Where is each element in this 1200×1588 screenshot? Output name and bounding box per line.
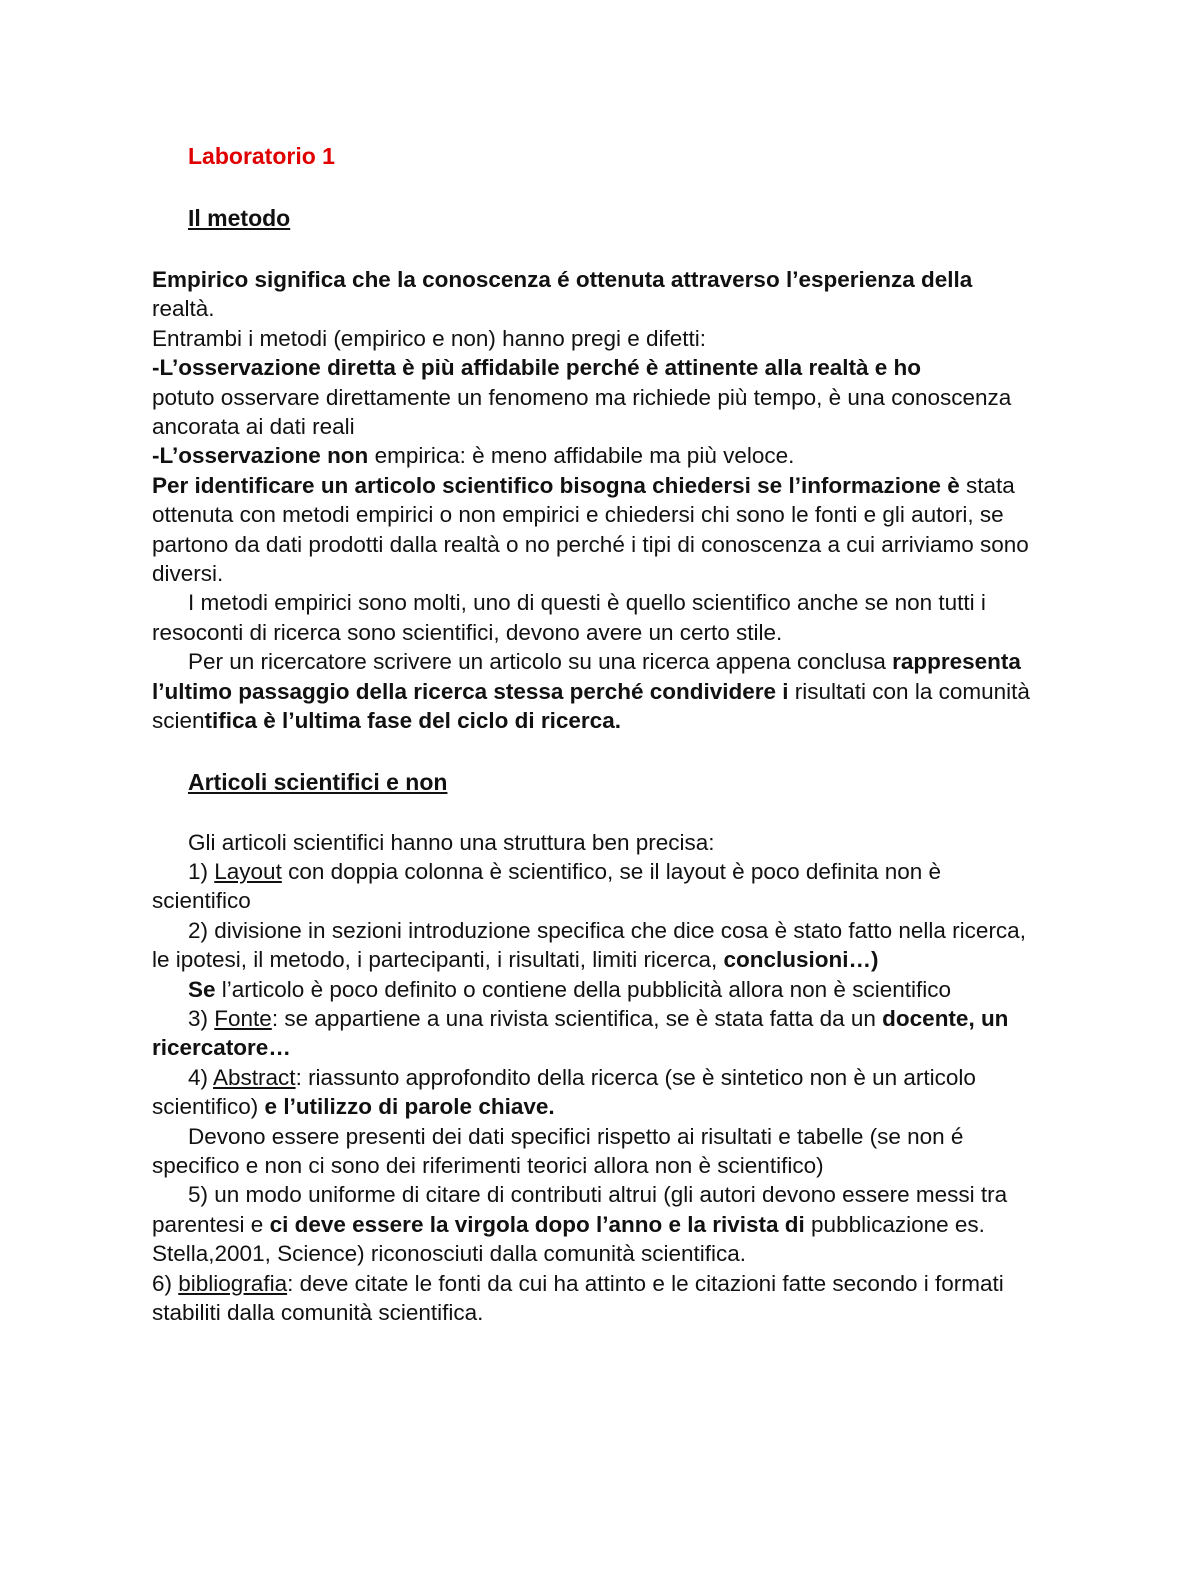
layout-term: Layout: [214, 858, 282, 884]
pubblicita-bold: Se: [188, 976, 216, 1002]
identificare-text: stata ottenuta con metodi empirici o non empirici e chiedersi chi sono le fonti e gli autori, se partono da dati prodotti dalla realtà o no perché i tipi di conoscenza a cui arriviamo sono diversi.: [152, 472, 1029, 587]
fonte-term: Fonte: [214, 1005, 272, 1031]
paragraph-dati-specifici: Devono essere presenti dei dati specifici rispetto ai risultati e tabelle (se non é specifico e non ci sono dei riferimenti teorici allora non è scientifico): [152, 1123, 964, 1178]
pubblicita-text: l’articolo è poco definito o contiene della pubblicità allora non è scientifico: [215, 976, 951, 1002]
paragraph-empirico-end: realtà.: [152, 296, 215, 322]
bibliografia-text: : deve citate le fonti da cui ha attinto e le citazioni fatte secondo i formati stabiliti dalla comunità scientifica.: [152, 1270, 1004, 1325]
ricercatore-bold: rappresenta l’ultimo passaggio della ricerca stessa perché condividere i: [152, 649, 1021, 704]
paragraph-entrambi: Entrambi i metodi (empirico e non) hanno pregi e difetti:: [152, 325, 707, 351]
identificare-bold: Per identificare un articolo scientifico bisogna chiedersi se l’informazione è: [152, 472, 960, 498]
osservazione-non-text: empirica: è meno affidabile ma più veloce.: [368, 443, 795, 469]
ricercatore-text-mid: risultati con la comunità scien: [152, 678, 1030, 734]
ricercatore-bold-end: tifica è l’ultima fase del ciclo di ricerca.: [204, 708, 621, 734]
paragraph-identificare: [152, 471, 1042, 589]
list-item-sezioni: [152, 916, 1042, 975]
fonte-text: : se appartiene a una rivista scientifica, se è stata fatta da un: [271, 1005, 876, 1031]
list-number-1: 1): [188, 858, 215, 884]
paragraph-metodi-empirici: I metodi empirici sono molti, uno di questi è quello scientifico anche se non tutti i resoconti di ricerca sono scientifici, devono avere un certo stile.: [152, 590, 986, 645]
list-number-3: 3): [188, 1005, 215, 1031]
osservazione-diretta-bold: -L’osservazione diretta è più affidabile perché è attinente alla realtà e ho: [152, 355, 921, 381]
list-item-abstract: [152, 1063, 1042, 1122]
abstract-term: Abstract: [213, 1064, 296, 1090]
list-item-citazioni: [152, 1180, 1042, 1268]
document-content: [152, 140, 1042, 1327]
citazioni-text: 5) un modo uniforme di citare di contributi altrui (gli autori devono essere messi tra parentesi e: [152, 1182, 1008, 1237]
abstract-bold: e l’utilizzo di parole chiave.: [258, 1094, 555, 1120]
document-title: Laboratorio 1: [188, 143, 335, 169]
list-item-layout: [152, 857, 1042, 916]
paragraph-osservazione-non-empirica: [152, 441, 1042, 470]
fonte-bold: docente, un ricercatore…: [152, 1005, 1009, 1061]
paragraph-osservazione-diretta: [152, 353, 1042, 441]
osservazione-non-bold: -L’osservazione non: [152, 443, 369, 469]
paragraph-empirico-line1: Empirico significa che la conoscenza é ottenuta attraverso l’esperienza della: [152, 267, 973, 292]
sezioni-bold: conclusioni…): [717, 947, 879, 973]
bibliografia-term: bibliografia: [178, 1270, 288, 1296]
osservazione-diretta-text: potuto osservare direttamente un fenomeno ma richiede più tempo, è una conoscenza ancorata ai dati reali: [152, 384, 1012, 440]
paragraph-pubblicita: [152, 975, 1042, 1004]
list-item-fonte: [152, 1004, 1042, 1063]
list-number-6: 6): [152, 1270, 179, 1296]
paragraph-empirico: [152, 265, 1042, 294]
abstract-text: : riassunto approfondito della ricerca (se è sintetico non è un articolo scientifico): [152, 1064, 976, 1120]
paragraph-struttura: Gli articoli scientifici hanno una struttura ben precisa:: [188, 829, 715, 855]
list-number-4: 4): [188, 1064, 214, 1090]
citazioni-text-end: pubblicazione es. Stella,2001, Science) riconosciuti dalla comunità scientifica.: [152, 1211, 985, 1267]
sezioni-text: 2) divisione in sezioni introduzione specifica che dice cosa è stato fatto nella ricerca, le ipotesi, il metodo, i partecipanti, i risultati, limiti ricerca,: [152, 917, 1026, 973]
ricercatore-text-start: Per un ricercatore scrivere un articolo su una ricerca appena conclusa: [188, 649, 886, 675]
list-item-bibliografia: [152, 1269, 1042, 1328]
section-heading-articoli: Articoli scientifici e non: [188, 768, 448, 795]
section-heading-metodo: Il metodo: [188, 205, 291, 231]
paragraph-ricercatore: [152, 647, 1042, 735]
layout-text: con doppia colonna è scientifico, se il layout è poco definita non è scientifico: [152, 858, 942, 914]
citazioni-bold: ci deve essere la virgola dopo l’anno e la rivista di: [263, 1211, 805, 1237]
